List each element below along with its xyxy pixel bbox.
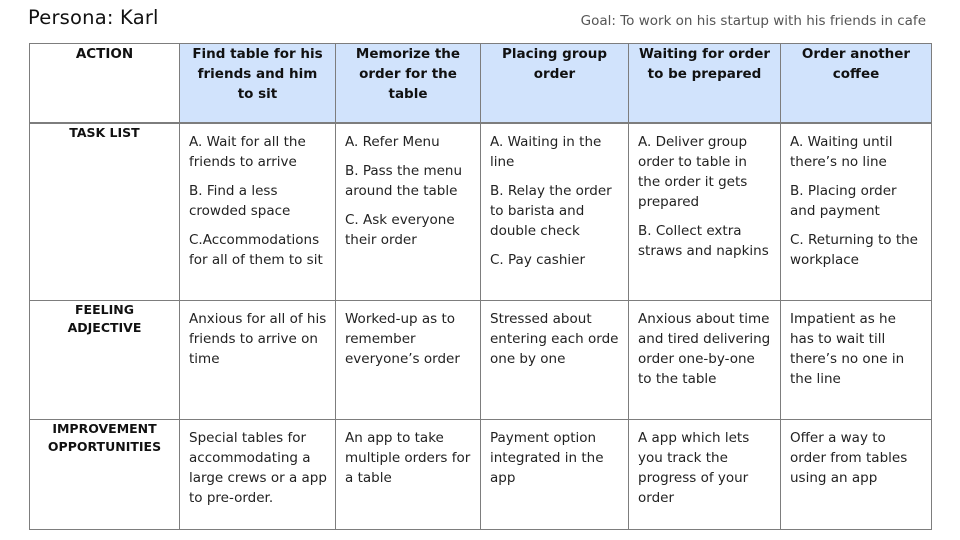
task-cell: [180, 123, 336, 301]
task-item: B. Collect extra straws and napkins: [638, 223, 769, 259]
task-item: C.Accommodations for all of them to sit: [189, 232, 323, 268]
improvement-cell: A app which lets you track the progress of your order: [629, 420, 781, 530]
task-cell: [336, 123, 481, 301]
improvement-cell: Payment option integrated in the app: [481, 420, 629, 530]
feeling-cell: Anxious for all of his friends to arrive on time: [180, 301, 336, 420]
persona-goal: Goal: To work on his startup with his friends in cafe: [580, 13, 926, 29]
task-item: B. Placing order and payment: [790, 183, 897, 219]
feeling-cell: Impatient as he has to wait till there’s no one in the line: [781, 301, 932, 420]
improvement-cell: Special tables for accommodating a large crews or a app to pre-order.: [180, 420, 336, 530]
task-item: A. Deliver group order to table in the order it gets prepared: [638, 134, 748, 210]
row-header-improvement: IMPROVEMENT OPPORTUNITIES: [30, 420, 180, 530]
feeling-cell: Worked-up as to remember everyone’s order: [336, 301, 481, 420]
row-header-feeling: FEELING ADJECTIVE: [30, 301, 180, 420]
feeling-cell: [481, 301, 629, 420]
column-header-order-coffee: Order another coffee: [781, 44, 932, 124]
column-header-placing-order: Placing group order: [481, 44, 629, 124]
column-header-memorize-order: Memorize the order for the table: [336, 44, 481, 124]
task-item: A. Refer Menu: [345, 134, 440, 150]
task-item: A. Waiting in the line: [490, 134, 602, 170]
improvement-row: [30, 420, 932, 530]
improvement-cell: An app to take multiple orders for a table: [336, 420, 481, 530]
row-header-task-list: TASK LIST: [30, 123, 180, 301]
column-header-find-table: Find table for his friends and him to sit: [180, 44, 336, 124]
column-header-action: ACTION: [30, 44, 180, 124]
task-item: C. Pay cashier: [490, 252, 585, 268]
task-cell: [629, 123, 781, 301]
task-list-row: [30, 123, 932, 301]
feeling-line: one by one: [490, 351, 566, 367]
feeling-line: Stressed about entering each orde: [490, 311, 619, 347]
task-item: A. Wait for all the friends to arrive: [189, 134, 306, 170]
task-cell: [481, 123, 629, 301]
task-item: A. Waiting until there’s no line: [790, 134, 893, 170]
task-item: B. Find a less crowded space: [189, 183, 291, 219]
persona-title: Persona: Karl: [28, 6, 159, 29]
header-row: [30, 44, 932, 124]
feeling-row: [30, 301, 932, 420]
task-item: B. Pass the menu around the table: [345, 163, 463, 199]
task-cell: [781, 123, 932, 301]
task-item: C. Ask everyone their order: [345, 212, 455, 248]
feeling-cell: Anxious about time and tired delivering order one-by-one to the table: [629, 301, 781, 420]
journey-map-table: [29, 43, 932, 530]
column-header-waiting-order: Waiting for order to be prepared: [629, 44, 781, 124]
task-item: B. Relay the order to barista and double check: [490, 183, 612, 239]
improvement-cell: Offer a way to order from tables using an app: [781, 420, 932, 530]
task-item: C. Returning to the workplace: [790, 232, 918, 268]
